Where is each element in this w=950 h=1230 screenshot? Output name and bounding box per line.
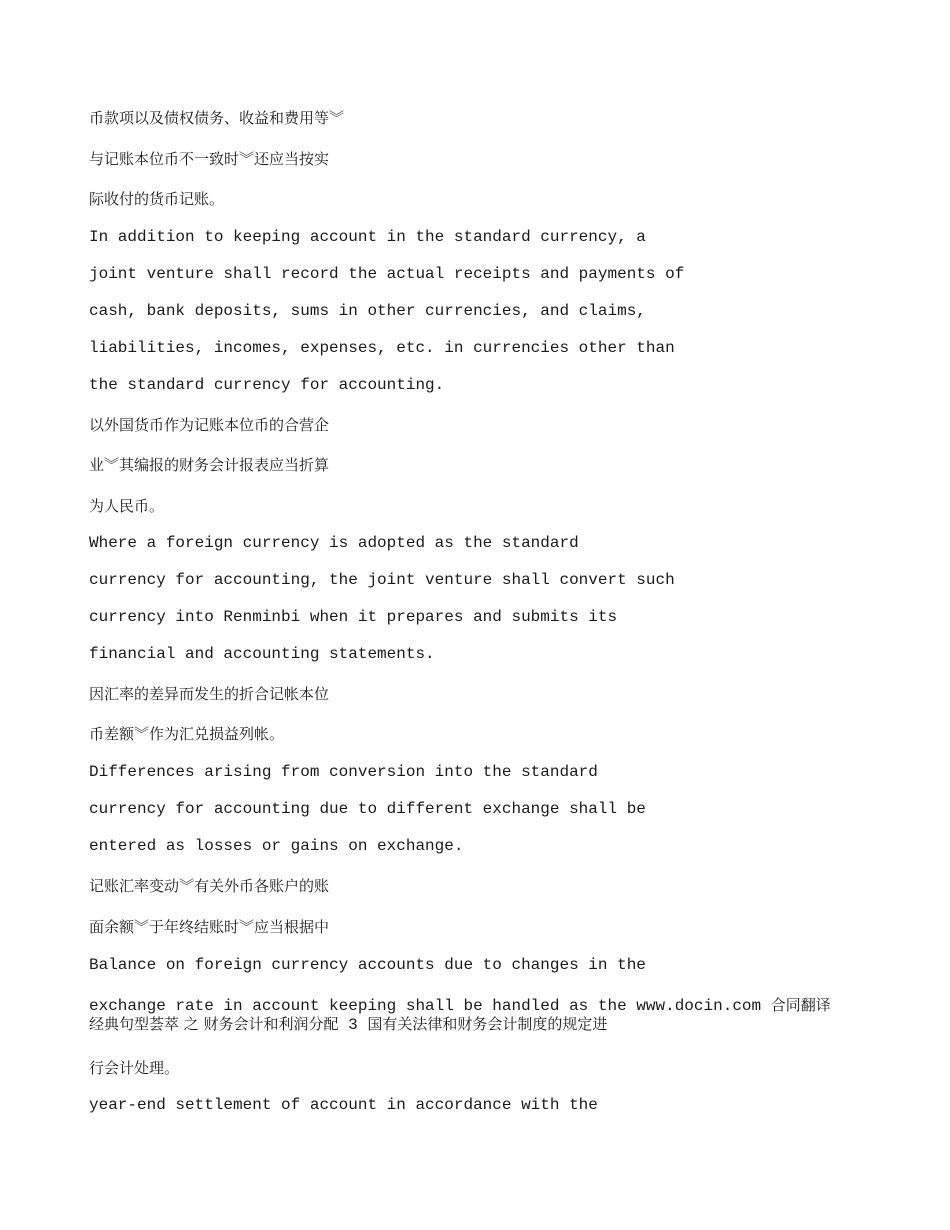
chinese-text-line: 业︾其编报的财务会计报表应当折算	[89, 456, 330, 474]
english-text-line: the standard currency for accounting.	[89, 376, 445, 394]
english-text-line: financial and accounting statements.	[89, 645, 435, 663]
footer-title-part2: 经典句型荟萃 之 财务会计和利润分配	[89, 1015, 339, 1033]
chinese-text-line: 以外国货币作为记账本位币的合营企	[89, 416, 330, 434]
footer-url: www.docin.com	[636, 997, 762, 1015]
chinese-text-line: 行会计处理。	[89, 1059, 180, 1077]
english-text-line: cash, bank deposits, sums in other currencies, and claims,	[89, 302, 646, 320]
mixed-footer-line-2	[89, 1014, 869, 1035]
english-text-line: year-end settlement of account in accordance with the	[89, 1096, 598, 1114]
english-text-line: entered as losses or gains on exchange.	[89, 837, 464, 855]
english-text-line: In addition to keeping account in the standard currency, a	[89, 228, 646, 246]
chinese-text-line: 与记账本位币不一致时︾还应当按实	[89, 150, 330, 168]
chinese-text-line: 币款项以及债权债务、收益和费用等︾	[89, 109, 345, 127]
english-text-line: currency into Renminbi when it prepares and submits its	[89, 608, 618, 626]
chinese-text-line: 记账汇率变动︾有关外币各账户的账	[89, 877, 330, 895]
footer-title-part1: 合同翻译	[770, 996, 831, 1014]
chinese-text-line: 际收付的货币记账。	[89, 190, 225, 208]
english-text-line: Balance on foreign currency accounts due to changes in the	[89, 956, 646, 974]
mixed-footer-line	[89, 995, 869, 1016]
english-text-line: Where a foreign currency is adopted as the standard	[89, 534, 579, 552]
english-text-line: exchange rate in account keeping shall be handled as the	[89, 997, 627, 1015]
english-text-line: currency for accounting due to different exchange shall be	[89, 800, 646, 818]
english-text-line: joint venture shall record the actual receipts and payments of	[89, 265, 685, 283]
chinese-text-line: 币差额︾作为汇兑损益列帐。	[89, 725, 285, 743]
chinese-text-line: 面余额︾于年终结账时︾应当根据中	[89, 918, 330, 936]
chinese-continuation: 国有关法律和财务会计制度的规定进	[367, 1015, 608, 1033]
english-text-line: liabilities, incomes, expenses, etc. in currencies other than	[89, 339, 675, 357]
chinese-text-line: 因汇率的差异而发生的折合记帐本位	[89, 685, 330, 703]
chinese-text-line: 为人民币。	[89, 497, 165, 515]
page-footer-block	[89, 995, 869, 1035]
english-text-line: currency for accounting, the joint venture shall convert such	[89, 571, 675, 589]
page-number: 3	[348, 1016, 358, 1034]
english-text-line: Differences arising from conversion into the standard	[89, 763, 598, 781]
